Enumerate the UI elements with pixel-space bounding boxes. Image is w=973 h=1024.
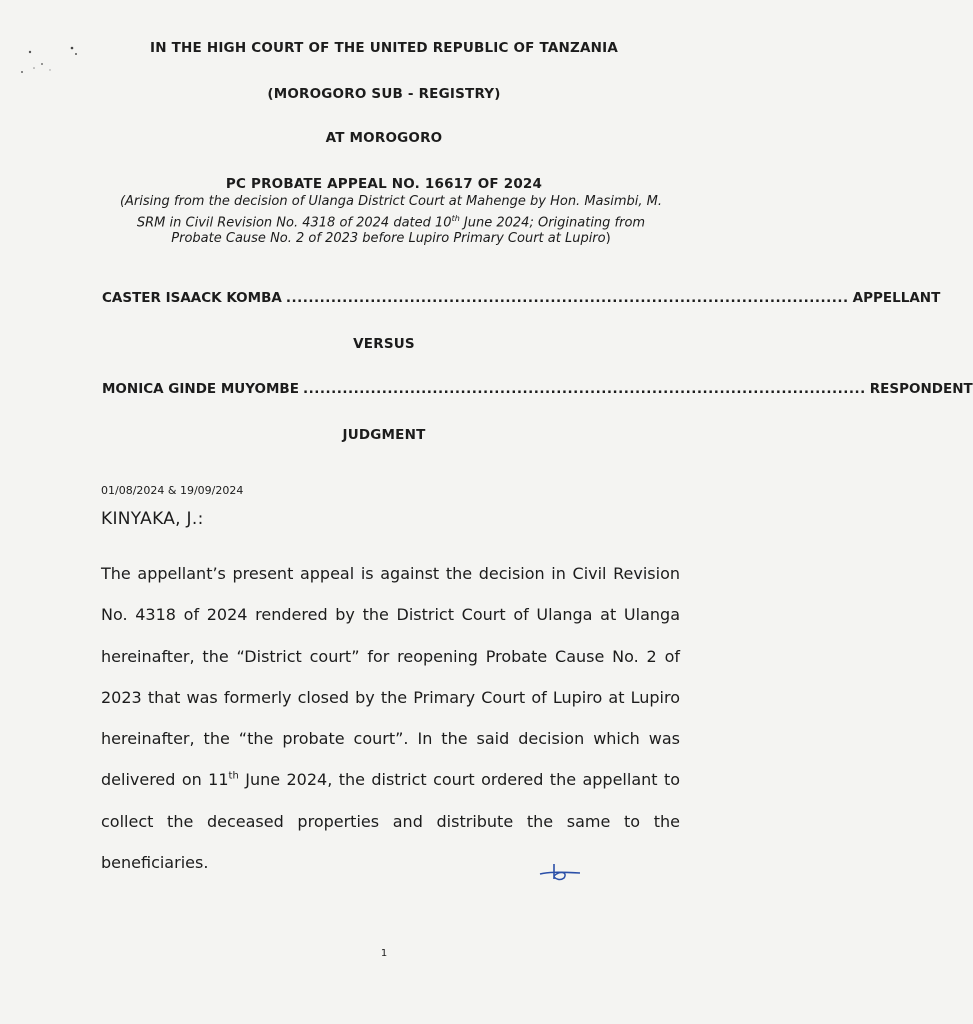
respondent-name: MONICA GINDE MUYOMBE xyxy=(102,381,299,397)
origin-line-2 xyxy=(96,211,686,232)
court-heading: IN THE HIGH COURT OF THE UNITED REPUBLIC OF TANZANIA xyxy=(149,40,619,56)
appellant-role: APPELLANT xyxy=(852,290,941,306)
judgment-paragraph xyxy=(101,553,680,883)
appellant-line xyxy=(102,290,941,306)
paragraph-text-start: The appellant’s present appeal is against the decision in Civil Revision No. 4318 of 2024 rendered by the District Court of Ulanga at Ulanga hereinafter, the “District court” for reopening Probate Cause No. 2 of 2023 that was formerly closed by the Primary Court of Lupiro at Lupiro hereinafter, the “the probate court”. In the said decision which was delivered on 11 xyxy=(101,564,680,790)
appellant-leader-dots: .................................................................................................... xyxy=(285,290,849,306)
respondent-line xyxy=(102,381,973,397)
origin-line-2-start: SRM in Civil Revision No. 4318 of 2024 dated 10 xyxy=(136,214,452,230)
respondent-leader-dots: .................................................................................................... xyxy=(302,381,866,397)
registry-heading: (MOROGORO SUB - REGISTRY) xyxy=(267,86,501,102)
location-heading: AT MOROGORO xyxy=(325,130,443,146)
origin-line-3-text: Probate Cause No. 2 of 2023 before Lupiro Primary Court at Lupiro xyxy=(171,231,606,247)
origin-line-1: (Arising from the decision of Ulanga District Court at Mahenge by Hon. Masimbi, M. xyxy=(119,194,663,209)
respondent-role: RESPONDENT xyxy=(869,381,973,397)
page-number: 1 xyxy=(380,948,388,959)
case-title: PC PROBATE APPEAL NO. 16617 OF 2024 xyxy=(225,176,543,192)
judge-name: KINYAKA, J.: xyxy=(101,509,204,529)
versus-label: VERSUS xyxy=(353,336,415,352)
origin-line-2-end: June 2024; Originating from xyxy=(459,214,646,230)
paragraph-text-end: June 2024, the district court ordered the appellant to collect the deceased properties and distribute the same to the beneficiaries. xyxy=(101,770,681,873)
origin-line-3 xyxy=(96,231,686,248)
judge-initials-signature xyxy=(538,860,582,884)
appellant-name: CASTER ISAACK KOMBA xyxy=(102,290,282,306)
judgment-heading: JUDGMENT xyxy=(342,427,426,443)
hearing-dates: 01/08/2024 & 19/09/2024 xyxy=(101,484,244,497)
paragraph-superscript: th xyxy=(228,771,239,783)
case-origin xyxy=(96,194,686,248)
origin-close-paren: ) xyxy=(605,231,611,247)
origin-superscript: th xyxy=(451,213,460,223)
